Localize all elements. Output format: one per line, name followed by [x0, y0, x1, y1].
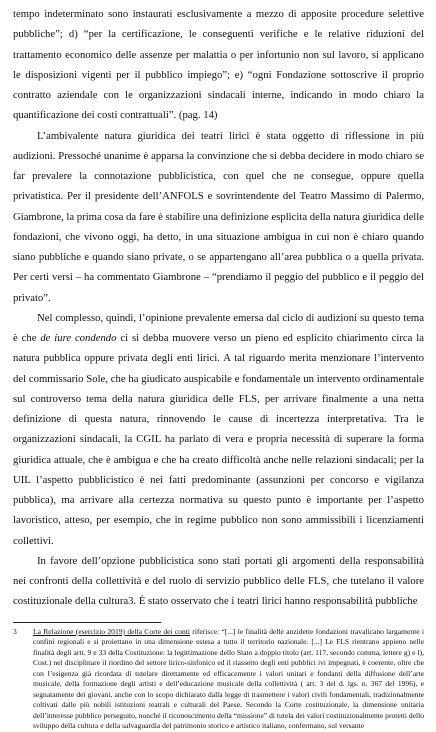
paragraph-4: In favore dell’opzione pubblicistica sono stati portati gli argomenti della responsabilità nei confronti della collettività e del ruolo di servizio pubblico delle FLS, che tutelano il valore costituzionale della cultura3. È stato osservato che i teatri lirici hanno responsabilità pubbliche [13, 554, 424, 608]
paragraph-2: L’ambivalente natura giuridica dei teatri lirici è stata oggetto di riflessione in più audizioni. Pressoché unanime è apparsa la convinzione che si debba decidere in modo chiaro se far prevalere la connotazione pubblicistica, con quel che ne consegue, oppure quella privatistica. Per il presidente dell’ANFOLS e sovrintendente del Teatro Massimo di Palermo, Giambrone, la prima cosa da fare è stabilire una definizione esplicita della natura giuridica delle fondazioni, che vivono oggi, ha detto, in una situazione ambigua in cui non è chiaro quando siano pubbliche e quando siano private, o se appartengano all’area pubblica o a quella privata. Per certi versi – ha commentato Giambrone – “prendiamo il peggio del pubblico e il peggio del privato”. [13, 129, 424, 304]
paragraph-1: tempo indeterminato sono instaurati esclusivamente a mezzo di apposite procedure selettive pubbliche”; d) “per la certificazione, le conseguenti verifiche e le relative riduzioni del trattamento economico delle assenze per malattia o per infortunio non sul lavoro, si applicano le disposizioni vigenti per il pubblico impiego”; e) “ogni Fondazione sottoscrive il proprio contratto aziendale con le organizzazioni sindacali interne, indicando in modo chiaro la quantificazione dei costi contrattuali”. (pag. 14) [13, 8, 424, 122]
footnote [13, 627, 424, 732]
footnote-separator [13, 622, 161, 623]
footnote-text: riferisce: “[...] le finalità delle anzidette fondazioni travalicano largamente i confini regionali e si proiettano in una dimensione estesa a tutto il territorio nazionale. [...] Le FLS rientrano appieno nelle finalità degli artt. 9 e 33 della Costituzione: la legittimazione dello Stato a doppio titolo (art. 117, secondo comma, lettere g) e l), Cost.) nel disciplinare il riordino del settore lirico-sinfonico ed il riassetto degli enti pubblici ivi impegnati, è coerente, oltre che con l’esigenza già ricordata di tutelare direttamente ed efficacemente i valori unitari e fondanti della diffusione dell’arte musicale, della formazione degli artisti e dell’educazione musicale della collettività ( art. 3 del d. lgs. n. 367 del 1996), e segnatamente dei giovani, anche con lo scopo dichiarato dalla legge di trasmettere i valori civili fondamentali, tradizionalmente coltivati dalle più nobili istituzioni teatrali e culturali del Paese. Secondo la Corte costituzionale, la dimensione unitaria dell’interesse pubblico perseguito, nonché il riconoscimento della “missione” di tutela dei valori costituzionalmente protetti dello sviluppo della cultura e della salvaguardia del patrimonio storico e artistico italiano, confermano, sul versante [33, 626, 424, 731]
paragraph-3 [13, 308, 424, 551]
footnote-underlined-source: La Relazione (esercizio 2019) della Corte dei conti [33, 626, 190, 636]
paragraph-3-rest: ci si debba muovere verso un pieno ed esplicito chiarimento circa la natura pubblica oppure privata degli enti lirici. A tal riguardo merita menzionare l’intervento del commissario Sole, che ha giudicato auspicabile e fondamentale un intervento ordinamentale sul controverso tema della natura giuridica delle FLS, per arrivare finalmente a una netta definizione di questa natura, rinnovendo le cause di incertezza interpretativa. Tra le organizzazioni sindacali, la CGIL ha parlato di vera e propria necessità di superare la forma giuridica attuale, che è ambigua e che ha creato difficoltà anche nelle relazioni sindacali; per la UIL l’aspetto pubblicistico è nei fatti predominante (assunzioni per concorso e vigilanza pubblica), ma arrivare alla certezza normativa su questo punto è importante per l’aspetto lavoristico, atteso, per esempio, che in regime pubblico non sono ammissibili i licenziamenti collettivi. [13, 332, 424, 547]
footnote-number: 3 [13, 626, 17, 636]
italic-term: de iure condendo [40, 332, 117, 344]
paragraph-3-start: Nel complesso, quindi, l’opinione prevalente emersa dal ciclo di audizioni su questo tema è che [13, 311, 424, 344]
body-text [13, 4, 424, 612]
